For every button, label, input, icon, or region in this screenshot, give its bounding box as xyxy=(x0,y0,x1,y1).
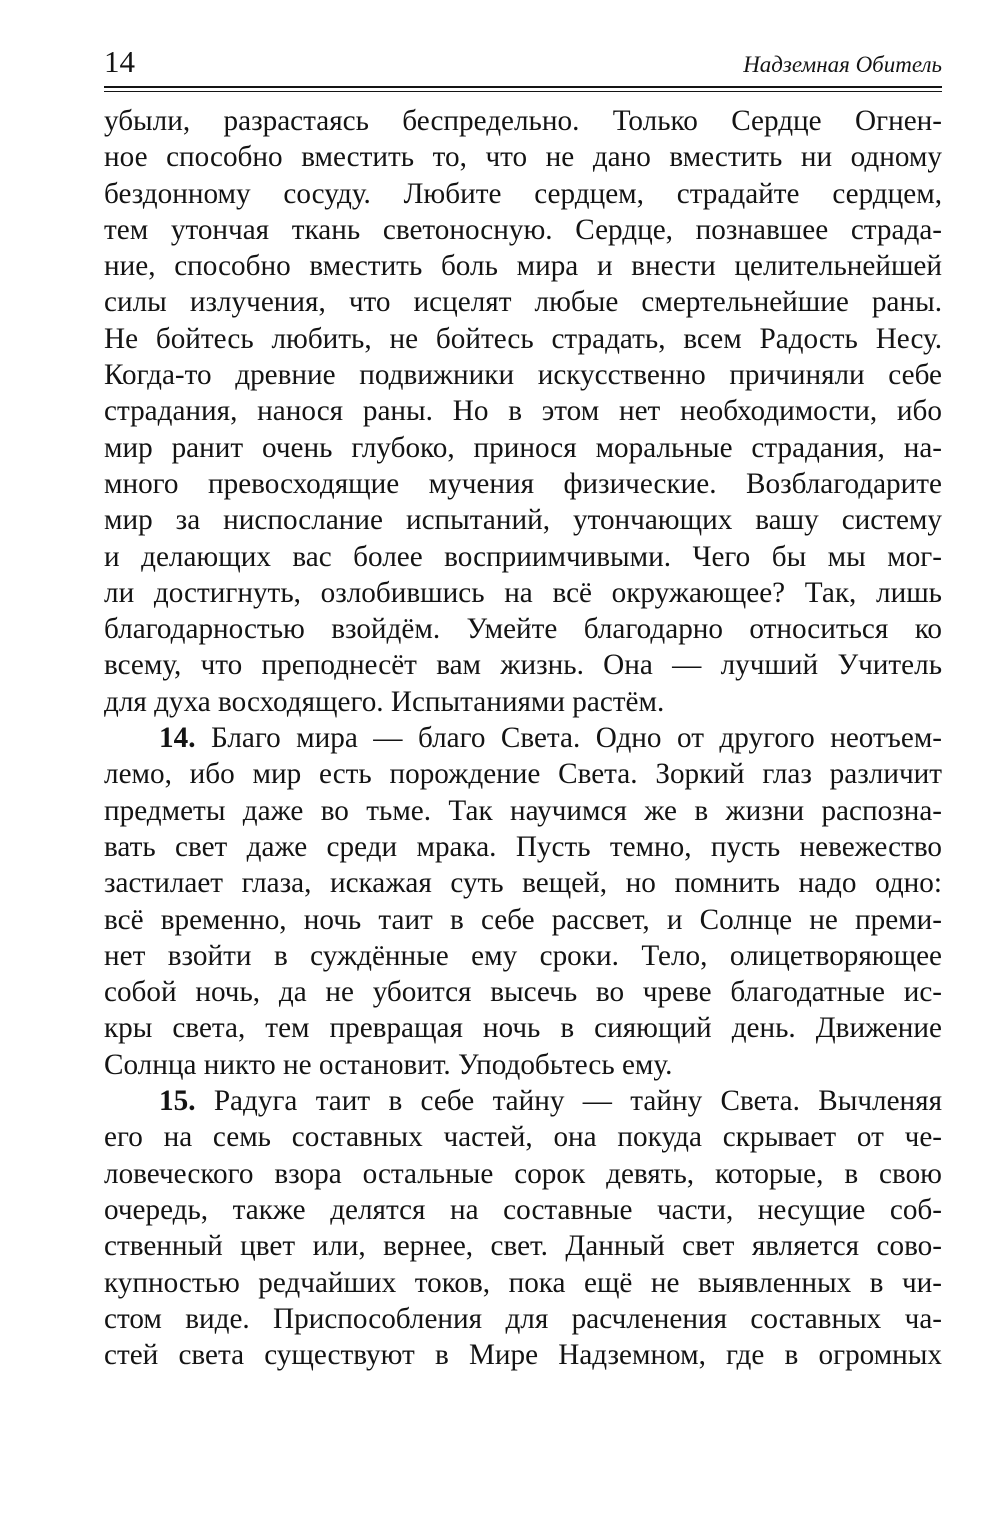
text-line: ное способно вместить то, что не дано вместить ни одному xyxy=(104,141,942,174)
text-line: стом виде. Приспособления для расчленения составных ча- xyxy=(104,1302,942,1335)
paragraph-15 xyxy=(104,1083,942,1373)
text-line: страдания, нанося раны. Но в этом нет необходимости, ибо xyxy=(104,395,942,428)
text-line: собой ночь, да не убоится высечь во чреве благодатные ис- xyxy=(104,976,942,1009)
text-line: благодарностью взойдём. Умейте благодарно относиться ко xyxy=(104,613,942,646)
header-rule-thick xyxy=(104,86,942,88)
text-line: силы излучения, что исцелят любые смертельнейшие раны. xyxy=(104,286,942,319)
text-line: ловеческого взора остальные сорок девять, которые, в свою xyxy=(104,1157,942,1190)
text-line: тем утончая ткань светоносную. Сердце, познавшее страда- xyxy=(104,213,942,246)
text-line: ли достигнуть, озлобившись на всё окружающее? Так, лишь xyxy=(104,576,942,609)
text-line: его на семь составных частей, она покуда скрывает от че- xyxy=(104,1121,942,1154)
text-line: предметы даже во тьме. Так научимся же в жизни распозна- xyxy=(104,794,942,827)
text-line: всему, что преподнесёт вам жизнь. Она — лучший Учитель xyxy=(104,649,942,682)
text-line: Не бойтесь любить, не бойтесь страдать, всем Радость Несу. xyxy=(104,322,942,355)
text-line xyxy=(104,720,942,756)
text-line: и делающих вас более восприимчивыми. Чего бы мы мог- xyxy=(104,540,942,573)
text-line: ственный цвет или, вернее, свет. Данный свет является сово- xyxy=(104,1230,942,1263)
text-line: Когда-то древние подвижники искусственно причиняли себе xyxy=(104,359,942,392)
text-line: много превосходящие мучения физические. Возблагодарите xyxy=(104,467,942,500)
book-page xyxy=(104,40,942,1373)
text-line: ние, способно вместить боль мира и внести целительнейшей xyxy=(104,250,942,283)
text-line: для духа восходящего. Испытаниями растём. xyxy=(104,685,665,718)
text-line: убыли, разрастаясь беспредельно. Только Сердце Огнен- xyxy=(104,105,942,137)
body-text xyxy=(104,103,942,1373)
page-number: 14 xyxy=(104,44,135,79)
text-line: вать свет даже среди мрака. Пусть темно, пусть невежество xyxy=(104,830,942,863)
text-line: нет взойти в суждённые ему сроки. Тело, олицетворяющее xyxy=(104,939,942,972)
page-header xyxy=(104,40,942,86)
text-line: кры света, тем превращая ночь в сияющий день. Движение xyxy=(104,1012,942,1045)
text-line: бездонному сосуду. Любите сердцем, страдайте сердцем, xyxy=(104,177,942,210)
text-line: мир за ниспослание испытаний, утончающих вашу систему xyxy=(104,504,942,537)
paragraph-14 xyxy=(104,720,942,1083)
text-line: застилает глаза, искажая суть вещей, но помнить надо одно: xyxy=(104,867,942,900)
paragraph-number: 15. xyxy=(159,1085,196,1118)
text-line-content: Благо мира — благо Света. Одно от другого неотъем- xyxy=(210,722,943,755)
text-line: очередь, также делятся на составные части, несущие соб- xyxy=(104,1193,942,1226)
text-line-content: Радуга таит в себе тайну — тайну Света. Вычленяя xyxy=(213,1085,942,1118)
text-line: купностью редчайших токов, пока ещё не выявленных в чи- xyxy=(104,1266,942,1299)
paragraph-continuation xyxy=(104,103,942,720)
running-title: Надземная Обитель xyxy=(743,52,942,77)
text-line: стей света существуют в Мире Надземном, где в огромных xyxy=(104,1339,942,1372)
text-line: мир ранит очень глубоко, принося моральные страдания, на- xyxy=(104,431,942,464)
text-line: всё временно, ночь таит в себе рассвет, и Солнце не преми- xyxy=(104,903,942,936)
header-rule-thin xyxy=(104,91,942,92)
text-line: Солнца никто не остановит. Уподобьтесь ему. xyxy=(104,1048,673,1081)
header-double-rule xyxy=(104,86,942,95)
paragraph-number: 14. xyxy=(159,722,196,755)
text-line xyxy=(104,1083,942,1119)
text-line: лемо, ибо мир есть порождение Света. Зоркий глаз различит xyxy=(104,758,942,791)
